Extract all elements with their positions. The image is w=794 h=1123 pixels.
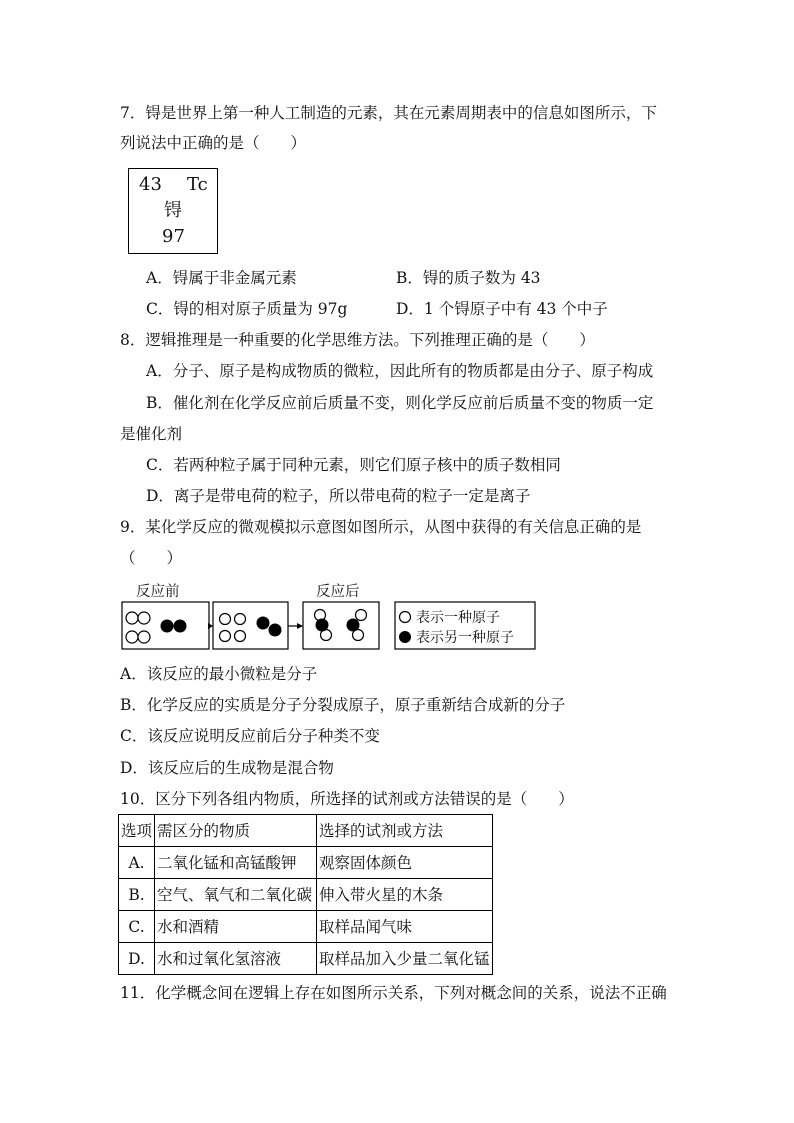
table-header-row	[119, 815, 493, 847]
table-cell: 水和过氧化氢溶液	[155, 943, 317, 975]
table-cell: 取样品闻气味	[317, 911, 493, 943]
table-header-cell: 选项	[119, 815, 155, 847]
table-cell: 空气、氧气和二氧化碳	[155, 879, 317, 911]
q9-stem-line2: （ ）	[120, 549, 183, 567]
q7-option-d: D．1 个锝原子中有 43 个中子	[396, 300, 608, 318]
q7-option-a: A．锝属于非金属元素	[146, 269, 297, 287]
q7-option-b: B．锝的质子数为 43	[396, 269, 541, 287]
table-header-cell: 需区分的物质	[155, 815, 317, 847]
legend-box	[395, 602, 535, 649]
box-products	[303, 602, 379, 649]
q7-stem-line2: 列说法中正确的是（ ）	[120, 134, 307, 152]
table-cell: C.	[119, 911, 155, 943]
q9-option-b: B．化学反应的实质是分子分裂成原子，原子重新结合成新的分子	[120, 696, 566, 714]
table-cell: D.	[119, 943, 155, 975]
element-name: 锝	[164, 200, 182, 221]
legend-filled-atom-icon	[399, 631, 411, 643]
q9-option-d: D．该反应后的生成物是混合物	[120, 759, 334, 777]
q8-option-b-line1: B．催化剂在化学反应前后质量不变，则化学反应前后质量不变的物质一定	[146, 394, 654, 412]
table-header-cell: 选择的试剂或方法	[317, 815, 493, 847]
before-label: 反应前	[136, 584, 180, 600]
table-cell: 伸入带火星的木条	[317, 879, 493, 911]
table-row	[119, 847, 493, 879]
arrow-2	[288, 623, 303, 629]
q8-option-c: C．若两种粒子属于同种元素，则它们原子核中的质子数相同	[146, 456, 561, 474]
table-cell: 取样品加入少量二氧化锰	[317, 943, 493, 975]
q11-stem-line1: 11．化学概念间在逻辑上存在如图所示关系，下列对概念间的关系，说法不正确	[120, 984, 667, 1002]
element-number: 43	[139, 174, 162, 195]
table-row	[119, 943, 493, 975]
q9-stem-line1: 9．某化学反应的微观模拟示意图如图所示，从图中获得的有关信息正确的是	[120, 518, 642, 536]
legend-filled-label: 表示另一种原子	[416, 630, 514, 646]
q9-option-c: C．该反应说明反应前后分子种类不变	[120, 727, 380, 745]
q8-stem: 8．逻辑推理是一种重要的化学思维方法。下列推理正确的是（ ）	[120, 331, 595, 349]
reaction-diagram	[120, 580, 540, 652]
table-cell: A.	[119, 847, 155, 879]
legend-open-atom-icon	[400, 612, 411, 623]
element-card	[128, 168, 218, 254]
box-atoms	[213, 602, 288, 649]
table-cell: 二氧化锰和高锰酸钾	[155, 847, 317, 879]
q8-option-b-line2: 是催化剂	[120, 425, 183, 443]
table-row	[119, 879, 493, 911]
q7-stem-line1: 7．锝是世界上第一种人工制造的元素，其在元素周期表中的信息如图所示，下	[120, 104, 657, 122]
arrow-1	[208, 623, 213, 629]
table-cell: 观察固体颜色	[317, 847, 493, 879]
element-mass: 97	[162, 226, 185, 247]
element-symbol: Tc	[187, 174, 208, 195]
legend-open-label: 表示一种原子	[416, 610, 500, 626]
table-row	[119, 911, 493, 943]
after-label: 反应后	[316, 584, 360, 600]
q10-table	[118, 814, 493, 975]
table-cell: 水和酒精	[155, 911, 317, 943]
q8-option-d: D．离子是带电荷的粒子，所以带电荷的粒子一定是离子	[146, 487, 531, 505]
q8-option-a: A．分子、原子是构成物质的微粒，因此所有的物质都是由分子、原子构成	[146, 362, 654, 380]
box-reactants	[122, 602, 209, 649]
q9-option-a: A．该反应的最小微粒是分子	[120, 665, 318, 683]
q10-stem: 10．区分下列各组内物质，所选择的试剂或方法错误的是（ ）	[120, 790, 574, 808]
q7-option-c: C．锝的相对原子质量为 97g	[146, 300, 348, 318]
table-cell: B.	[119, 879, 155, 911]
